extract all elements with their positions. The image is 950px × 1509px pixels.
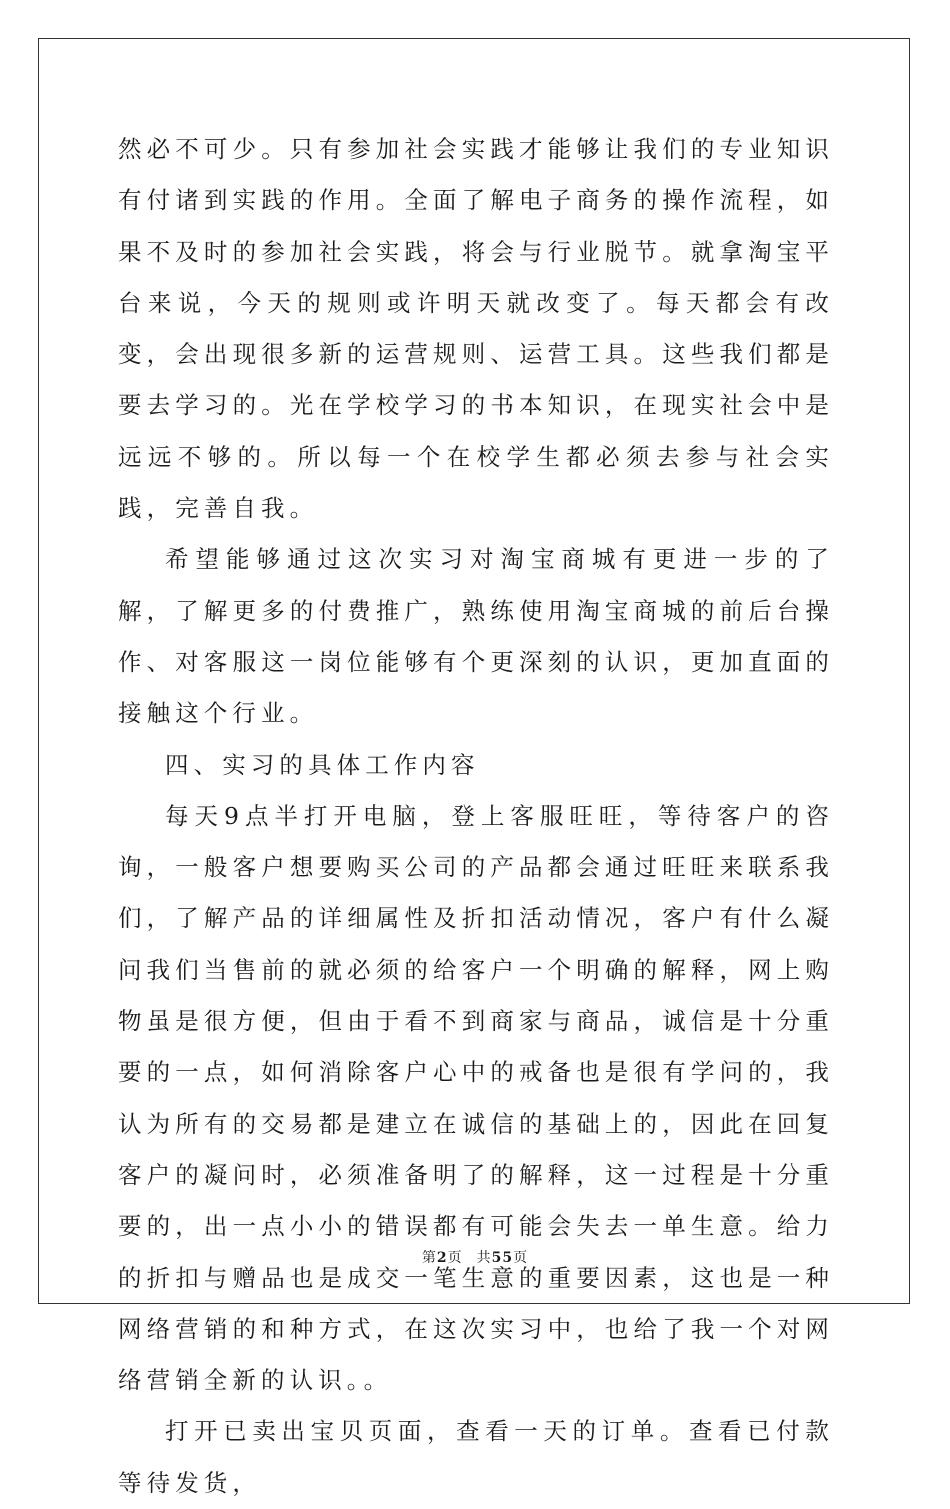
section-heading: 四、实习的具体工作内容 (165, 750, 480, 779)
total-pages: 55 (491, 1250, 514, 1266)
page-prefix: 第 (421, 1250, 437, 1266)
total-prefix: 共 (476, 1250, 492, 1266)
document-body (118, 124, 834, 1509)
page-footer (0, 1247, 950, 1267)
paragraph-3: 每天9点半打开电脑，登上客服旺旺，等待客户的咨询，一般客户想要购买公司的产品都会通过旺旺来联系我们，了解产品的详细属性及折扣活动情况，客户有什么凝问我们当售前的就必须的给客户一个明确的解释，网上购物虽是很方便，但由于看不到商家与商品，诚信是十分重要的一点，如何消除客户心中的戒备也是很有学问的，我认为所有的交易都是建立在诚信的基础上的，因此在回复客户的凝问时，必须准备明了的解释，这一过程是十分重要的，出一点小小的错误都有可能会失去一单生意。给力的折扣与赠品也是成交一笔生意的重要因素，这也是一种网络营销的和种方式，在这次实习中，也给了我一个对网络营销全新的认识。。 (118, 801, 834, 1395)
paragraph-1: 然必不可少。只有参加社会实践才能够让我们的专业知识有付诸到实践的作用。全面了解电子商务的操作流程，如果不及时的参加社会实践，将会与行业脱节。就拿淘宝平台来说，今天的规则或许明天就改变了。每天都会有改变，会出现很多新的运营规则、运营工具。这些我们都是要去学习的。光在学校学习的书本知识，在现实社会中是远远不够的。所以每一个在校学生都必须去参与社会实践，完善自我。 (118, 135, 834, 523)
paragraph-2: 希望能够通过这次实习对淘宝商城有更进一步的了解，了解更多的付费推广，熟练使用淘宝商城的前后台操作、对客服这一岗位能够有个更深刻的认识，更加直面的接触这个行业。 (118, 545, 834, 728)
page-number: 2 (436, 1250, 448, 1266)
paragraph-4: 打开已卖出宝贝页面，查看一天的订单。查看已付款等待发货， (118, 1417, 834, 1497)
page-suffix: 页 (447, 1250, 463, 1266)
total-suffix: 页 (513, 1250, 529, 1266)
